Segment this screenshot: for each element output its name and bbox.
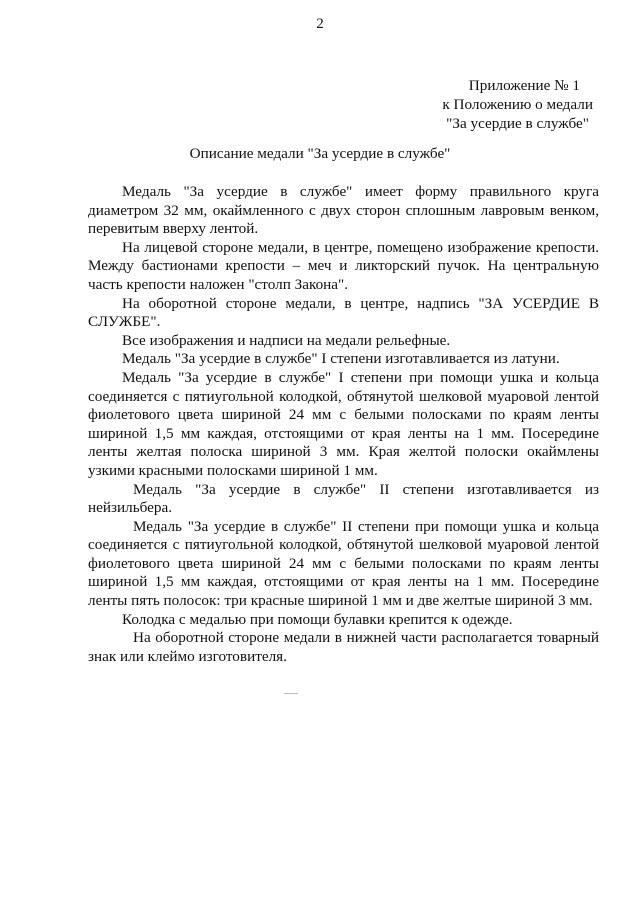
document-body <box>88 183 599 666</box>
paragraph-reverse-inscription: На оборотной стороне медали, в центре, надпись "ЗА УСЕРДИЕ В СЛУЖБЕ". <box>88 294 599 331</box>
paragraph-first-degree-material: Медаль "За усердие в службе" I степени изготавливается из латуни. <box>122 350 560 368</box>
appendix-header <box>393 76 593 133</box>
paragraph-second-degree-material: Медаль "За усердие в службе" II степени изготавливается из нейзильбера. <box>88 480 599 517</box>
appendix-line-2: к Положению о медали <box>442 96 593 113</box>
page-number: 2 <box>316 16 324 32</box>
document-title: Описание медали "За усердие в службе" <box>189 145 451 162</box>
paragraph-first-degree-ribbon: Медаль "За усердие в службе" I степени при помощи ушка и кольца соединяется с пятиугольной колодкой, обтянутой шелковой муаровой лентой фиолетового цвета шириной 24 мм с белыми полосками по краям ленты шириной 1,5 мм каждая, отстоящими от края ленты на 1 мм. Посередине ленты желтая полоска шириной 3 мм. Края желтой полоски окаймлены узкими красными полосками шириной 1 мм. <box>88 368 599 479</box>
paragraph-relief: Все изображения и надписи на медали рельефные. <box>122 331 451 349</box>
paragraph-second-degree-ribbon: Медаль "За усердие в службе" II степени при помощи ушка и кольца соединяется с пятиугольной колодкой, обтянутой шелковой муаровой лентой фиолетового цвета шириной 24 мм с белыми полосками по краям ленты шириной 1,5 мм каждая, отстоящими от края ленты на 1 мм. Посередине ленты пять полосок: три красные шириной 1 мм и две желтые шириной 3 мм. <box>88 517 599 610</box>
scan-artifact-divider <box>284 693 298 694</box>
paragraph-medal-shape: Медаль "За усердие в службе" имеет форму правильного круга диаметром 32 мм, окаймленного с двух сторон сплошным лавровым венком, перевитым вверху лентой. <box>88 183 599 238</box>
paragraph-attachment: Колодка с медалью при помощи булавки крепится к одежде. <box>122 610 513 628</box>
appendix-line-3: "За усердие в службе" <box>446 115 589 132</box>
paragraph-obverse: На лицевой стороне медали, в центре, помещено изображение крепости. Между бастионами крепости – меч и ликторский пучок. На центральную часть крепости наложен "столп Закона". <box>88 238 599 293</box>
paragraph-maker-mark: На оборотной стороне медали в нижней части располагается товарный знак или клеймо изготовителя. <box>88 629 599 665</box>
appendix-line-1: Приложение № 1 <box>468 77 580 94</box>
